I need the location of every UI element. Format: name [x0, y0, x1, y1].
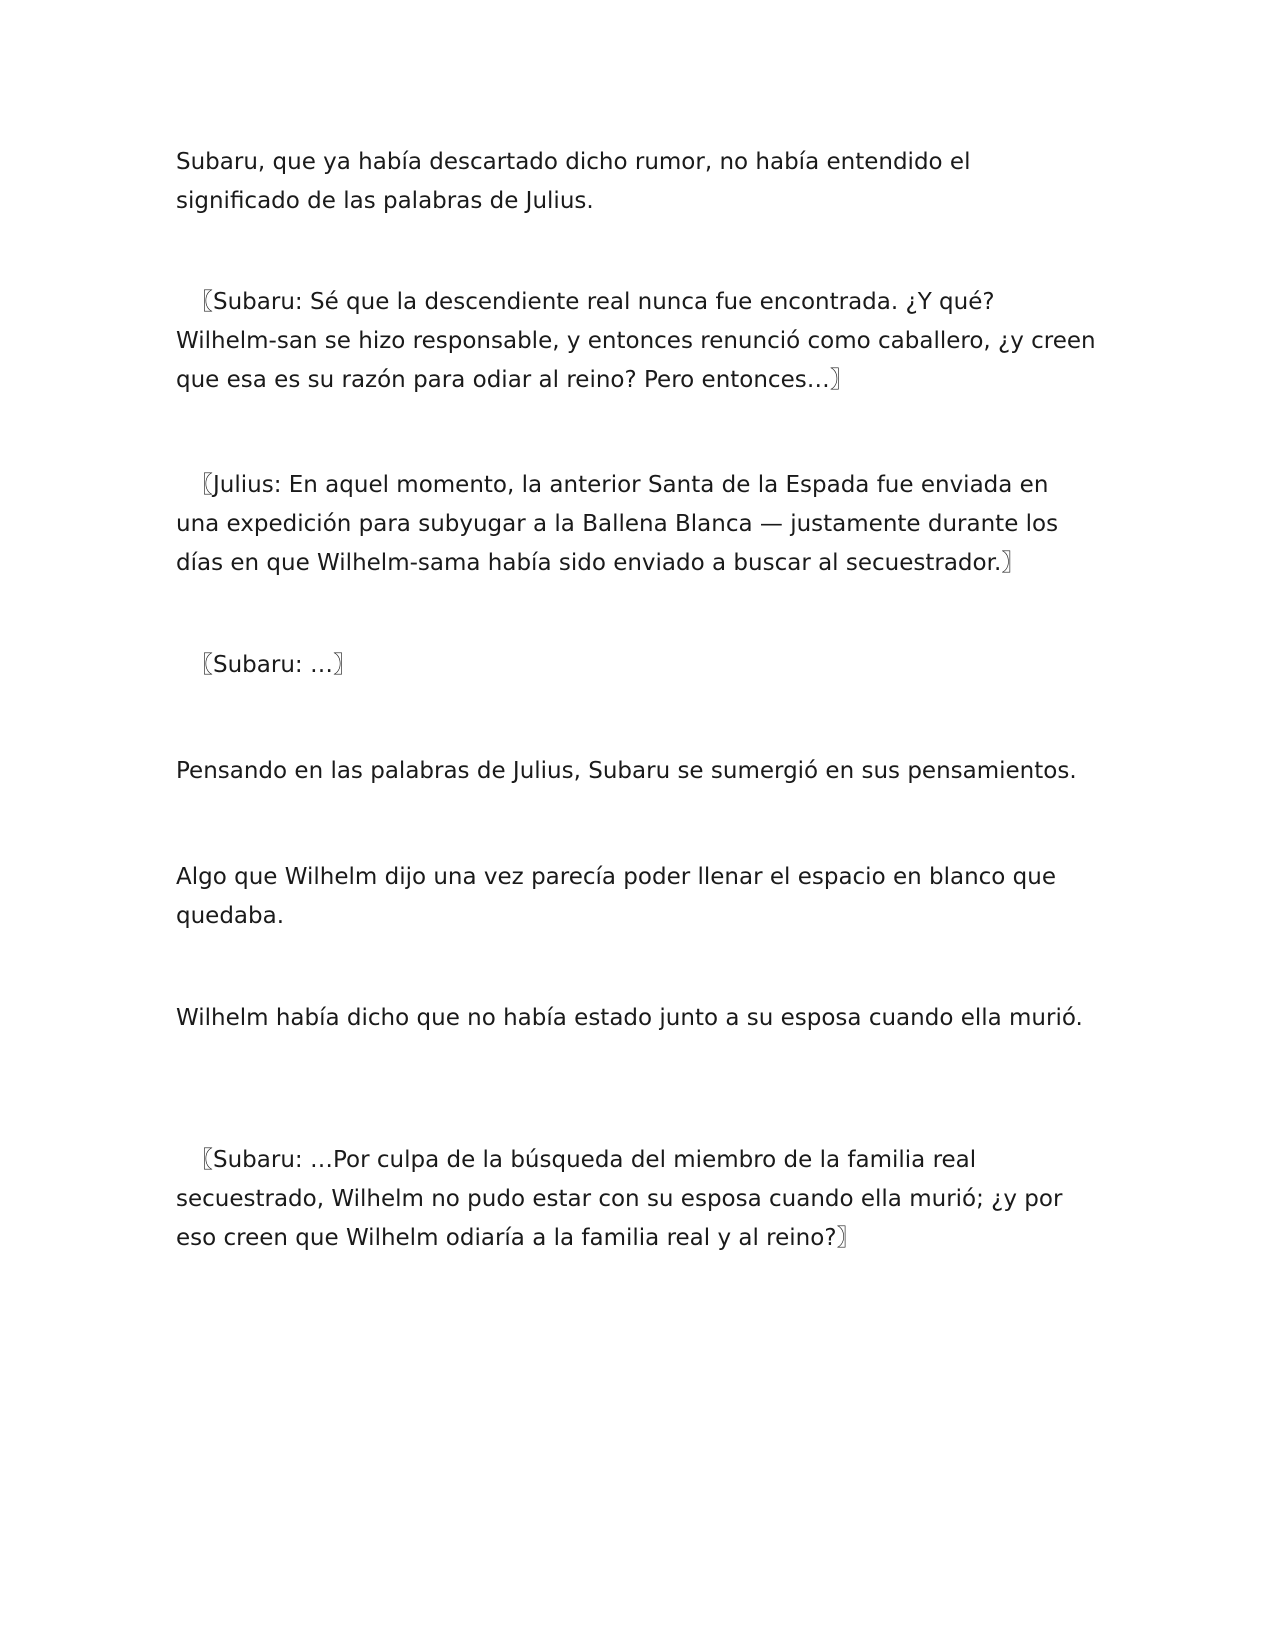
paragraph-narration-4: Wilhelm había dicho que no había estado junto a su esposa cuando ella murió.: [176, 1005, 1083, 1031]
paragraph-narration-2: Pensando en las palabras de Julius, Subaru se sumergió en sus pensamientos.: [176, 758, 1077, 784]
paragraph-dialogue-subaru-3: 〖Subaru: …Por culpa de la búsqueda del miembro de la familia real secuestrado, Wilhelm no pudo estar con su esposa cuando ella murió; ¿y por eso creen que Wilhelm odiaría a la familia real y al reino?〗: [176, 1147, 1063, 1251]
paragraph-narration-3: Algo que Wilhelm dijo una vez parecía poder llenar el espacio en blanco que quedaba.: [176, 864, 1057, 929]
paragraph-dialogue-subaru-1: 〖Subaru: Sé que la descendiente real nunca fue encontrada. ¿Y qué? Wilhelm-san se hizo responsable, y entonces renunció como caballero, ¿y creen que esa es su razón para odiar al reino? Pero entonces…〗: [176, 289, 1096, 393]
paragraph-dialogue-subaru-2: 〖Subaru: …〗: [190, 652, 356, 678]
paragraph-dialogue-julius: 〖Julius: En aquel momento, la anterior Santa de la Espada fue enviada en una expedición para subyugar a la Ballena Blanca — justamente durante los días en que Wilhelm-sama había sido enviado a buscar al secuestrador.〗: [176, 472, 1059, 576]
paragraph-narration-1: Subaru, que ya había descartado dicho rumor, no había entendido el significado de las palabras de Julius.: [176, 149, 971, 214]
